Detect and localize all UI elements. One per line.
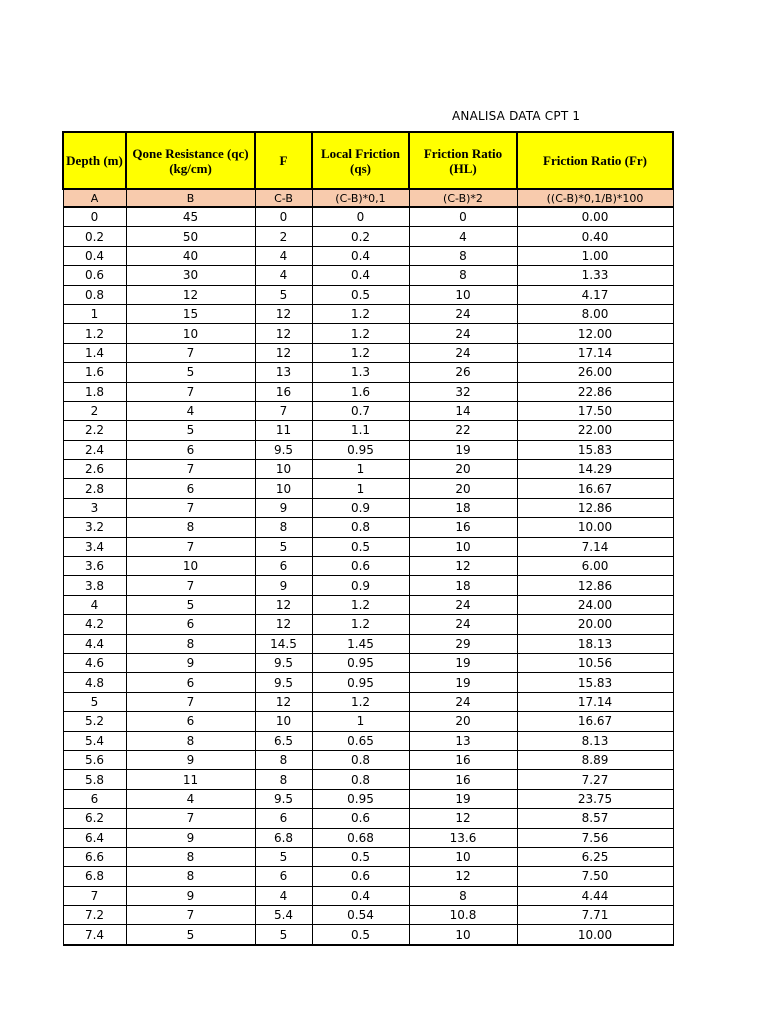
table-cell: 0.65 — [312, 731, 409, 750]
table-cell: 6 — [255, 867, 312, 886]
table-cell: 1 — [312, 479, 409, 498]
table-cell: 4.44 — [517, 886, 673, 905]
table-cell: 1.6 — [312, 382, 409, 401]
table-cell: 13.6 — [409, 828, 517, 847]
formula-cell: ((C-B)*0,1/B)*100 — [517, 189, 673, 207]
table-cell: 9 — [126, 653, 255, 672]
cpt-data-table — [62, 131, 674, 946]
table-cell: 6.5 — [255, 731, 312, 750]
table-cell: 6.25 — [517, 847, 673, 866]
table-cell: 18.13 — [517, 634, 673, 653]
table-cell: 1 — [312, 712, 409, 731]
table-cell: 7 — [126, 382, 255, 401]
table-cell: 6.00 — [517, 557, 673, 576]
table-row — [63, 401, 673, 420]
table-cell: 4.17 — [517, 285, 673, 304]
table-cell: 9 — [255, 498, 312, 517]
header-friction-ratio-fr: Friction Ratio (Fr) — [517, 132, 673, 189]
table-cell: 10 — [409, 537, 517, 556]
table-cell: 5 — [255, 847, 312, 866]
table-cell: 2.2 — [63, 421, 126, 440]
table-cell: 11 — [126, 770, 255, 789]
table-row — [63, 266, 673, 285]
table-cell: 10 — [409, 285, 517, 304]
table-row — [63, 537, 673, 556]
table-cell: 8 — [126, 731, 255, 750]
table-cell: 12.00 — [517, 324, 673, 343]
table-row — [63, 460, 673, 479]
table-cell: 0 — [255, 207, 312, 227]
table-cell: 1.2 — [312, 343, 409, 362]
table-cell: 20.00 — [517, 615, 673, 634]
table-cell: 3.8 — [63, 576, 126, 595]
table-cell: 6.6 — [63, 847, 126, 866]
table-cell: 19 — [409, 440, 517, 459]
table-cell: 24 — [409, 324, 517, 343]
table-cell: 5 — [126, 595, 255, 614]
table-cell: 12 — [409, 809, 517, 828]
table-cell: 0.6 — [312, 809, 409, 828]
table-body — [63, 207, 673, 945]
table-cell: 6 — [126, 440, 255, 459]
table-cell: 0.54 — [312, 906, 409, 925]
table-cell: 14.5 — [255, 634, 312, 653]
table-cell: 6.8 — [255, 828, 312, 847]
table-cell: 1.2 — [63, 324, 126, 343]
table-cell: 9.5 — [255, 673, 312, 692]
table-cell: 12 — [126, 285, 255, 304]
table-cell: 24 — [409, 692, 517, 711]
table-row — [63, 828, 673, 847]
table-cell: 6 — [126, 479, 255, 498]
table-cell: 11 — [255, 421, 312, 440]
table-cell: 2 — [63, 401, 126, 420]
header-f: F — [255, 132, 312, 189]
table-row — [63, 634, 673, 653]
table-row — [63, 692, 673, 711]
table-cell: 24 — [409, 304, 517, 323]
formula-cell: (C-B)*0,1 — [312, 189, 409, 207]
table-cell: 4.8 — [63, 673, 126, 692]
table-cell: 10 — [126, 324, 255, 343]
table-cell: 9.5 — [255, 789, 312, 808]
table-cell: 8.57 — [517, 809, 673, 828]
table-cell: 20 — [409, 460, 517, 479]
table-cell: 0.8 — [63, 285, 126, 304]
table-cell: 16 — [255, 382, 312, 401]
table-row — [63, 576, 673, 595]
table-cell: 32 — [409, 382, 517, 401]
formula-cell: B — [126, 189, 255, 207]
table-cell: 6 — [255, 557, 312, 576]
table-row — [63, 595, 673, 614]
header-friction-ratio-hl: Friction Ratio (HL) — [409, 132, 517, 189]
table-cell: 9 — [126, 750, 255, 769]
table-row — [63, 867, 673, 886]
table-cell: 0.4 — [312, 886, 409, 905]
table-cell: 0.7 — [312, 401, 409, 420]
table-cell: 8 — [409, 886, 517, 905]
table-cell: 4 — [255, 266, 312, 285]
table-cell: 5 — [126, 421, 255, 440]
table-cell: 1.2 — [312, 324, 409, 343]
table-cell: 2.6 — [63, 460, 126, 479]
table-cell: 10 — [126, 557, 255, 576]
table-cell: 9 — [126, 828, 255, 847]
table-cell: 16 — [409, 770, 517, 789]
table-cell: 5.8 — [63, 770, 126, 789]
table-cell: 0.8 — [312, 750, 409, 769]
table-cell: 7.27 — [517, 770, 673, 789]
table-cell: 8 — [255, 518, 312, 537]
table-cell: 0.5 — [312, 847, 409, 866]
table-cell: 0.4 — [312, 246, 409, 265]
table-row — [63, 363, 673, 382]
table-row — [63, 925, 673, 945]
table-cell: 20 — [409, 712, 517, 731]
table-cell: 7 — [126, 343, 255, 362]
table-row — [63, 304, 673, 323]
table-cell: 0.2 — [63, 227, 126, 246]
table-row — [63, 673, 673, 692]
table-cell: 5 — [126, 925, 255, 945]
table-cell: 17.14 — [517, 692, 673, 711]
table-cell: 1 — [312, 460, 409, 479]
table-cell: 2.4 — [63, 440, 126, 459]
table-cell: 12 — [255, 343, 312, 362]
table-cell: 5 — [63, 692, 126, 711]
table-cell: 26.00 — [517, 363, 673, 382]
table-row — [63, 886, 673, 905]
table-cell: 1.8 — [63, 382, 126, 401]
table-cell: 20 — [409, 479, 517, 498]
table-cell: 0.4 — [312, 266, 409, 285]
header-depth: Depth (m) — [63, 132, 126, 189]
formula-row — [63, 189, 673, 207]
table-cell: 10 — [255, 479, 312, 498]
table-cell: 8 — [409, 246, 517, 265]
table-cell: 3.6 — [63, 557, 126, 576]
table-cell: 12 — [255, 324, 312, 343]
formula-cell: C-B — [255, 189, 312, 207]
table-cell: 12 — [255, 595, 312, 614]
table-cell: 10 — [409, 847, 517, 866]
table-cell: 12.86 — [517, 498, 673, 517]
table-row — [63, 285, 673, 304]
table-cell: 17.50 — [517, 401, 673, 420]
table-cell: 1.2 — [312, 692, 409, 711]
table-cell: 3 — [63, 498, 126, 517]
table-row — [63, 498, 673, 517]
table-cell: 0.4 — [63, 246, 126, 265]
table-cell: 8 — [126, 518, 255, 537]
table-cell: 10.8 — [409, 906, 517, 925]
table-cell: 12 — [255, 304, 312, 323]
table-cell: 1.3 — [312, 363, 409, 382]
table-cell: 0.40 — [517, 227, 673, 246]
table-cell: 1.6 — [63, 363, 126, 382]
table-cell: 40 — [126, 246, 255, 265]
table-cell: 7 — [126, 906, 255, 925]
table-cell: 16.67 — [517, 479, 673, 498]
table-row — [63, 324, 673, 343]
table-cell: 0.8 — [312, 518, 409, 537]
table-cell: 45 — [126, 207, 255, 227]
table-row — [63, 207, 673, 227]
table-cell: 6.4 — [63, 828, 126, 847]
sheet-title: ANALISA DATA CPT 1 — [452, 109, 581, 123]
table-cell: 1 — [63, 304, 126, 323]
table-cell: 30 — [126, 266, 255, 285]
table-cell: 10.56 — [517, 653, 673, 672]
table-cell: 10.00 — [517, 925, 673, 945]
table-cell: 6.2 — [63, 809, 126, 828]
table-cell: 17.14 — [517, 343, 673, 362]
table-row — [63, 518, 673, 537]
table-cell: 7 — [126, 809, 255, 828]
table-cell: 5 — [255, 925, 312, 945]
table-cell: 16 — [409, 750, 517, 769]
table-cell: 6 — [63, 789, 126, 808]
table-row — [63, 731, 673, 750]
table-cell: 7.56 — [517, 828, 673, 847]
table-cell: 1.2 — [312, 615, 409, 634]
table-cell: 1.1 — [312, 421, 409, 440]
table-row — [63, 712, 673, 731]
table-cell: 18 — [409, 576, 517, 595]
table-cell: 8 — [255, 750, 312, 769]
table-cell: 0.95 — [312, 653, 409, 672]
table-row — [63, 246, 673, 265]
table-cell: 4 — [409, 227, 517, 246]
table-cell: 0.2 — [312, 227, 409, 246]
table-cell: 7.4 — [63, 925, 126, 945]
table-row — [63, 770, 673, 789]
table-cell: 4 — [63, 595, 126, 614]
table-cell: 13 — [255, 363, 312, 382]
table-cell: 7 — [126, 498, 255, 517]
table-row — [63, 557, 673, 576]
table-cell: 7.14 — [517, 537, 673, 556]
table-cell: 0.8 — [312, 770, 409, 789]
table-cell: 15 — [126, 304, 255, 323]
table-cell: 16 — [409, 518, 517, 537]
table-cell: 12.86 — [517, 576, 673, 595]
table-cell: 10 — [409, 925, 517, 945]
table-cell: 4.4 — [63, 634, 126, 653]
header-row — [63, 132, 673, 189]
table-cell: 4 — [255, 886, 312, 905]
table-cell: 24 — [409, 343, 517, 362]
table-cell: 1.2 — [312, 595, 409, 614]
table-row — [63, 227, 673, 246]
table-cell: 7 — [255, 401, 312, 420]
table-cell: 8 — [126, 847, 255, 866]
table-cell: 19 — [409, 789, 517, 808]
table-cell: 12 — [409, 867, 517, 886]
table-row — [63, 421, 673, 440]
table-cell: 4.2 — [63, 615, 126, 634]
table-cell: 12 — [409, 557, 517, 576]
table-row — [63, 789, 673, 808]
table-cell: 22.00 — [517, 421, 673, 440]
table-cell: 7 — [126, 576, 255, 595]
table-cell: 26 — [409, 363, 517, 382]
table-cell: 0.00 — [517, 207, 673, 227]
table-cell: 7 — [126, 460, 255, 479]
table-cell: 8.13 — [517, 731, 673, 750]
table-cell: 0.95 — [312, 673, 409, 692]
table-cell: 7.50 — [517, 867, 673, 886]
table-cell: 24 — [409, 615, 517, 634]
table-cell: 5.4 — [63, 731, 126, 750]
table-cell: 6.8 — [63, 867, 126, 886]
table-row — [63, 750, 673, 769]
table-cell: 19 — [409, 653, 517, 672]
table-cell: 8 — [409, 266, 517, 285]
table-cell: 4.6 — [63, 653, 126, 672]
table-cell: 1.00 — [517, 246, 673, 265]
table-cell: 0.9 — [312, 498, 409, 517]
table-cell: 3.2 — [63, 518, 126, 537]
table-cell: 10 — [255, 712, 312, 731]
table-cell: 23.75 — [517, 789, 673, 808]
table-cell: 12 — [255, 692, 312, 711]
table-row — [63, 847, 673, 866]
table-cell: 6 — [126, 712, 255, 731]
table-cell: 5 — [126, 363, 255, 382]
formula-cell: (C-B)*2 — [409, 189, 517, 207]
table-cell: 0 — [312, 207, 409, 227]
table-cell: 5 — [255, 537, 312, 556]
table-cell: 2 — [255, 227, 312, 246]
table-cell: 0.6 — [312, 867, 409, 886]
table-cell: 8.00 — [517, 304, 673, 323]
table-cell: 10.00 — [517, 518, 673, 537]
table-cell: 7.71 — [517, 906, 673, 925]
table-cell: 12 — [255, 615, 312, 634]
table-cell: 1.2 — [312, 304, 409, 323]
table-cell: 4 — [126, 401, 255, 420]
table-cell: 19 — [409, 673, 517, 692]
table-cell: 0.95 — [312, 440, 409, 459]
table-cell: 0.68 — [312, 828, 409, 847]
table-cell: 22 — [409, 421, 517, 440]
table-row — [63, 809, 673, 828]
header-cone-resistance: Qone Resistance (qc) (kg/cm) — [126, 132, 255, 189]
table-cell: 8 — [255, 770, 312, 789]
table-cell: 1.33 — [517, 266, 673, 285]
table-row — [63, 906, 673, 925]
table-cell: 9 — [255, 576, 312, 595]
table-cell: 3.4 — [63, 537, 126, 556]
table-cell: 6 — [126, 673, 255, 692]
table-cell: 14 — [409, 401, 517, 420]
table-cell: 0.95 — [312, 789, 409, 808]
table-row — [63, 653, 673, 672]
table-row — [63, 479, 673, 498]
table-cell: 0.5 — [312, 285, 409, 304]
table-cell: 7 — [126, 537, 255, 556]
table-cell: 8.89 — [517, 750, 673, 769]
table-cell: 0 — [409, 207, 517, 227]
table-cell: 14.29 — [517, 460, 673, 479]
table-cell: 1.4 — [63, 343, 126, 362]
header-local-friction: Local Friction (qs) — [312, 132, 409, 189]
formula-cell: A — [63, 189, 126, 207]
table-cell: 4 — [126, 789, 255, 808]
table-cell: 2.8 — [63, 479, 126, 498]
table-cell: 0.6 — [312, 557, 409, 576]
table-cell: 8 — [126, 867, 255, 886]
table-row — [63, 343, 673, 362]
table-cell: 50 — [126, 227, 255, 246]
table-cell: 29 — [409, 634, 517, 653]
table-cell: 8 — [126, 634, 255, 653]
table-cell: 7.2 — [63, 906, 126, 925]
table-cell: 15.83 — [517, 440, 673, 459]
table-cell: 22.86 — [517, 382, 673, 401]
table-cell: 13 — [409, 731, 517, 750]
table-cell: 0.5 — [312, 925, 409, 945]
table-cell: 7 — [63, 886, 126, 905]
table-cell: 24 — [409, 595, 517, 614]
table-cell: 9.5 — [255, 440, 312, 459]
table-cell: 1.45 — [312, 634, 409, 653]
table-cell: 15.83 — [517, 673, 673, 692]
table-cell: 0 — [63, 207, 126, 227]
table-cell: 10 — [255, 460, 312, 479]
table-row — [63, 382, 673, 401]
table-cell: 6 — [255, 809, 312, 828]
table-cell: 24.00 — [517, 595, 673, 614]
table-cell: 6 — [126, 615, 255, 634]
table-cell: 0.6 — [63, 266, 126, 285]
table-cell: 18 — [409, 498, 517, 517]
table-row — [63, 440, 673, 459]
table-cell: 7 — [126, 692, 255, 711]
table-cell: 4 — [255, 246, 312, 265]
table-cell: 5.4 — [255, 906, 312, 925]
table-cell: 0.9 — [312, 576, 409, 595]
table-row — [63, 615, 673, 634]
table-cell: 9 — [126, 886, 255, 905]
table-cell: 0.5 — [312, 537, 409, 556]
table-cell: 5.2 — [63, 712, 126, 731]
table-cell: 16.67 — [517, 712, 673, 731]
table-cell: 5.6 — [63, 750, 126, 769]
table-cell: 9.5 — [255, 653, 312, 672]
table-cell: 5 — [255, 285, 312, 304]
